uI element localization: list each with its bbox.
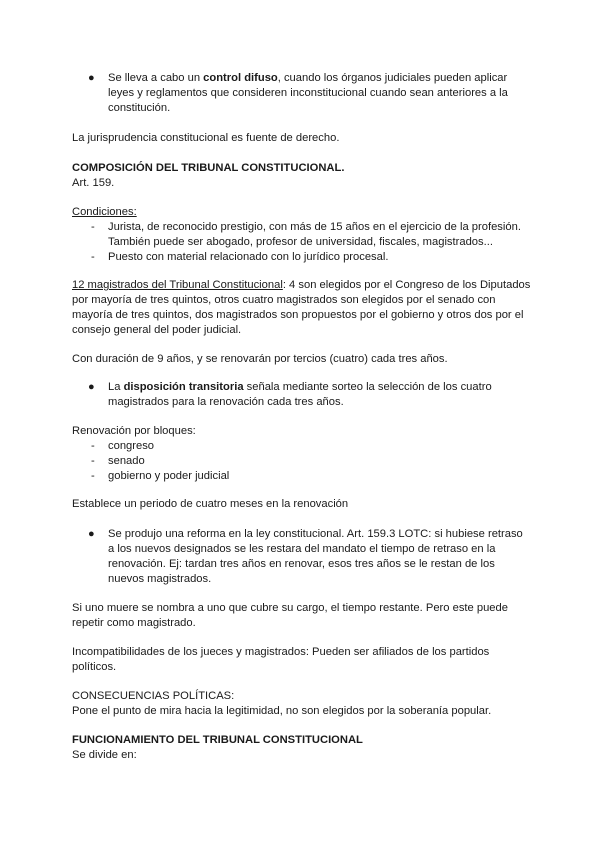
list-item: congreso (108, 440, 155, 452)
list-item: También puede ser abogado, profesor de universidad, fiscales, magistrados... (108, 236, 493, 248)
dash-marker: - (91, 455, 95, 467)
bullet-text: a los nuevos designados se les restara del mandato el tiempo de retraso en la (108, 543, 496, 555)
text-span: La (108, 381, 124, 393)
paragraph (72, 278, 530, 292)
paragraph-line: repetir como magistrado. (72, 617, 196, 629)
dash-marker: - (91, 251, 95, 263)
text-span: , cuando los órganos judiciales pueden aplicar (277, 72, 508, 84)
paragraph: Con duración de 9 años, y se renovarán por tercios (cuatro) cada tres años. (72, 353, 448, 365)
paragraph: Incompatibilidades de los jueces y magistrados: Pueden ser afiliados de los partidos (72, 646, 490, 658)
paragraph: Si uno muere se nombra a uno que cubre su cargo, el tiempo restante. Pero este puede (72, 602, 508, 614)
dash-marker: - (91, 470, 95, 482)
bullet-text: nuevos magistrados. (108, 573, 212, 585)
underlined-term: 12 magistrados del Tribunal Constitucional (72, 279, 283, 291)
section-heading: FUNCIONAMIENTO DEL TRIBUNAL CONSTITUCIONAL (72, 734, 363, 746)
paragraph: La jurisprudencia constitucional es fuente de derecho. (72, 132, 340, 144)
bullet-dot: ● (88, 528, 95, 540)
list-item: Jurista, de reconocido prestigio, con más de 15 años en el ejercicio de la profesión. (108, 221, 521, 233)
bullet-dot: ● (88, 72, 95, 84)
text-span: señala mediante sorteo la selección de los cuatro (243, 381, 492, 393)
bullet-text (108, 71, 507, 85)
bullet-text (108, 380, 492, 394)
paragraph: Establece un periodo de cuatro meses en la renovación (72, 498, 349, 510)
subheading: Condiciones: (72, 206, 137, 218)
subheading: CONSECUENCIAS POLÍTICAS: (72, 690, 235, 702)
text-span: : 4 son elegidos por el Congreso de los Diputados (282, 279, 531, 291)
bullet-dot: ● (88, 381, 95, 393)
dash-marker: - (91, 440, 95, 452)
paragraph-line: mayoría de tres quintos, dos magistrados son propuestos por el gobierno y otros dos por el (72, 309, 524, 321)
list-item: senado (108, 455, 145, 467)
section-heading: COMPOSICIÓN DEL TRIBUNAL CONSTITUCIONAL. (72, 162, 345, 174)
paragraph-line: por mayoría de tres quintos, otros cuatro magistrados son elegidos por el senado con (72, 294, 496, 306)
paragraph-line: políticos. (72, 661, 117, 673)
bullet-text: magistrados para la renovación cada tres años. (108, 396, 344, 408)
list-item: Puesto con material relacionado con lo jurídico procesal. (108, 251, 389, 263)
text-span: Se lleva a cabo un (108, 72, 204, 84)
article-ref: Art. 159. (72, 177, 115, 189)
bold-term: control difuso (203, 72, 278, 84)
bold-term: disposición transitoria (123, 381, 244, 393)
paragraph-line: consejo general del poder judicial. (72, 324, 242, 336)
dash-marker: - (91, 221, 95, 233)
paragraph: Se divide en: (72, 749, 137, 761)
subheading: Renovación por bloques: (72, 425, 196, 437)
bullet-text: leyes y reglamentos que consideren inconstitucional cuando sean anteriores a la (108, 87, 508, 99)
bullet-text: Se produjo una reforma en la ley constitucional. Art. 159.3 LOTC: si hubiese retraso (108, 528, 523, 540)
paragraph: Pone el punto de mira hacia la legitimidad, no son elegidos por la soberanía popular. (72, 705, 492, 717)
bullet-text: constitución. (108, 102, 171, 114)
bullet-text: renovación. Ej: tardan tres años en renovar, esos tres años se le restan de los (108, 558, 495, 570)
list-item: gobierno y poder judicial (108, 470, 230, 482)
